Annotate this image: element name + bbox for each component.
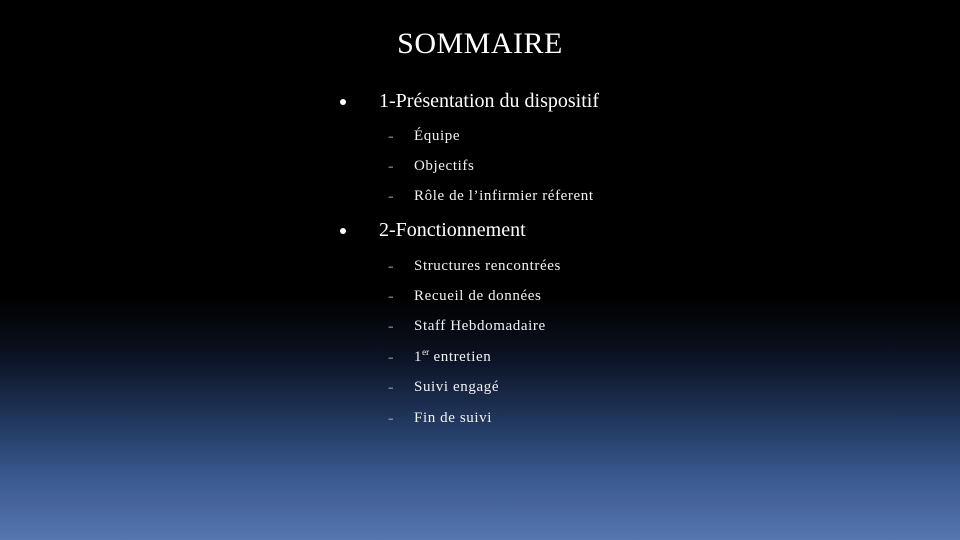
dash-icon: –	[388, 160, 394, 174]
list-item	[388, 403, 561, 433]
dash-icon: –	[388, 259, 394, 273]
dash-icon: –	[388, 190, 394, 204]
slide-title: SOMMAIRE	[397, 27, 563, 60]
list-item	[388, 151, 594, 181]
list-item-label	[414, 346, 492, 366]
ordinal-suffix: er	[422, 346, 430, 357]
list-item-label: Fin de suivi	[414, 409, 493, 426]
dash-icon: –	[388, 129, 394, 143]
list-item	[388, 121, 594, 151]
bullet-icon	[340, 228, 346, 234]
section-fonctionnement	[340, 216, 561, 426]
list-item	[388, 312, 561, 342]
dash-icon: –	[388, 290, 394, 304]
subitem-list	[388, 121, 594, 212]
list-item-label: Objectifs	[414, 158, 475, 175]
section-presentation	[340, 87, 599, 205]
list-item-label: Équipe	[414, 127, 461, 144]
bullet-icon	[340, 99, 346, 105]
list-item-label: Staff Hebdomadaire	[414, 318, 546, 335]
list-item-label: Rôle de l’infirmier réferent	[414, 188, 594, 205]
dash-icon: –	[388, 320, 394, 334]
list-item	[388, 251, 561, 281]
list-item	[388, 281, 561, 311]
ordinal-number: 1	[414, 348, 423, 365]
section-label: 1-Présentation du dispositif	[379, 90, 599, 112]
list-item-label: Suivi engagé	[414, 379, 500, 396]
dash-icon: –	[388, 411, 394, 425]
subitem-list	[388, 251, 561, 433]
ordinal-rest: entretien	[429, 348, 492, 365]
list-item-label: Structures rencontrées	[414, 257, 561, 274]
dash-icon: –	[388, 381, 394, 395]
section-heading	[340, 216, 526, 244]
list-item-label: Recueil de données	[414, 288, 542, 305]
list-item	[388, 373, 561, 403]
list-item	[388, 342, 561, 372]
section-heading	[340, 87, 599, 115]
dash-icon: –	[388, 350, 394, 364]
section-label: 2-Fonctionnement	[379, 219, 526, 241]
list-item	[388, 182, 594, 212]
